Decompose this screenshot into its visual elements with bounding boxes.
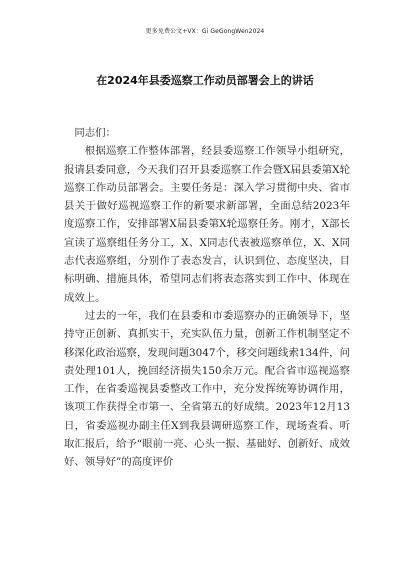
paragraph-1: 根据巡察工作整体部署，经县委巡察工作领导小组研究，报请县委同意，今天我们召开县委巡察工作会暨X届县委第X轮巡察工作动员部署会。主要任务是：深入学习贯彻中央、省市县关于做好巡视巡察工作的新要求新部署，全面总结2023年度巡察工作，安排部署X届县委第X轮巡察任务。刚才，X部长宣读了巡察组任务分工，X、X同志代表被巡察单位，X、X同志代表巡察组，分别作了表态发言，认识到位、态度坚决，目标明确、措施具体，希望同志们将表态落实到工作中、体现在成效上。 bbox=[64, 145, 350, 304]
salutation: 同志们： bbox=[74, 127, 116, 139]
paragraph-2: 过去的一年，我们在县委和市委巡察办的正确领导下，坚持守正创新、真抓实干，充实队伍力量，创新工作机制坚定不移深化政治巡察，发现问题3047个，移交问题线索134件，问责处理101人，挽回经济损失150余万元。配合省市巡视巡察工作，在省委巡视县委整改工作中，充分发挥统筹协调作用，该项工作获得全市第一、全省第五的好成绩。2023年12月13日，省委巡视办副主任X到我县调研巡察工作，现场查看、听取汇报后，给予“眼前一亮、心头一振、基础好、创新好、成效好、领导好”的高度评价 bbox=[64, 309, 350, 469]
document-body bbox=[64, 124, 350, 472]
document-title: 在2024年县委巡察工作动员部署会上的讲话 bbox=[96, 74, 314, 87]
header-note: 更多免费公文+VX：Gi GeGongWen2024 bbox=[145, 28, 265, 35]
